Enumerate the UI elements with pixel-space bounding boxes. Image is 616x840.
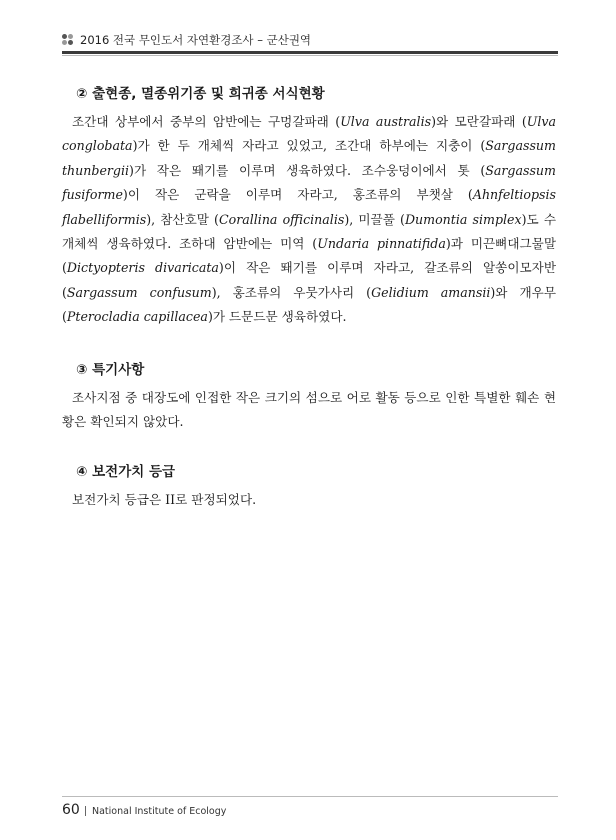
species-name: Sargassum fusiforme [62,162,556,203]
species-name: Undaria pinnatifida [317,236,446,252]
page-number: 60 [62,802,80,818]
section-conservation-grade [62,462,556,512]
species-name: Sargassum confusum [66,284,212,300]
section-heading: ④ 보전가치 등급 [76,464,176,481]
running-header [62,30,558,50]
section-paragraph: 조간대 상부에서 중부의 암반에는 구멍갈파래 (Ulva australis)와 모란갈파래 (Ulva conglobata)가 한 두 개체씩 자라고 있었고, 조간대 하부에는 지충이 (Sargassum thunbergii)가 작은 뙈기를 이루며 생육하였다. 조수웅덩이에서 톳 (Sargassum fusiforme)이 작은 군락을 이루며 자라고, 홍조류의 부챗살 (Ahnfeltiopsis flabelliformis), 참산호말 (Corallina officinalis), 미끌풀 (Dumontia simplex)도 수 개체씩 생육하였다. 조하대 암반에는 미역 (Undaria pinnatifida)과 미끈뼈대그물말 (Dictyopteris divaricata)이 작은 뙈기를 이루며 자라고, 갈조류의 알쏭이모자반 (Sargassum confusum), 홍조류의 우뭇가사리 (Gelidium amansii)와 개우무 (Pterocladia capillacea)가 드문드문 생육하였다. [62,114,557,325]
species-name: Corallina officinalis [218,211,345,227]
section-heading: ③ 특기사항 [76,361,145,378]
species-name: Sargassum thunbergii [62,138,556,178]
header-dots-icon [62,34,74,46]
page-body [62,84,556,513]
species-name: Dictyopteris divaricata [66,260,219,276]
species-name: Gelidium amansii [371,284,491,300]
header-title: 2016 전국 무인도서 자연환경조사 – 군산권역 [80,33,312,47]
section-heading: ② 출현종, 멸종위기종 및 희귀종 서식현황 [76,86,325,102]
species-name: Ulva conglobata [62,114,557,154]
footer-rule [62,796,558,797]
section-paragraph: 보전가치 등급은 II로 판정되었다. [72,492,257,508]
species-name: Ahnfeltiopsis flabelliformis [62,187,556,227]
species-name: Dumontia simplex [404,211,522,227]
species-name: Ulva australis [340,114,432,129]
section-paragraph: 조사지점 중 대장도에 인접한 작은 크기의 섬으로 어로 활동 등으로 인한 특별한 훼손 현황은 확인되지 않았다. [62,389,556,430]
footer-separator [85,806,86,816]
header-rule [62,51,558,54]
section-species-status [62,84,556,330]
header-rule-thin [62,55,558,56]
footer-organization: National Institute of Ecology [92,806,227,817]
species-name: Pterocladia capillacea [66,309,208,325]
section-special-notes [62,360,556,435]
